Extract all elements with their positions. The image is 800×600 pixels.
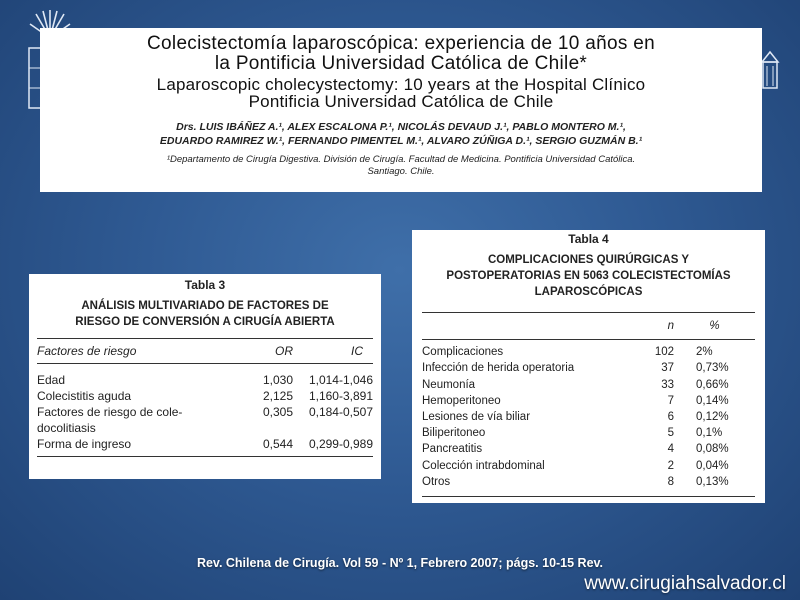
tabla-3-header-row [37, 339, 373, 363]
table-row-label: Pancreatitis [422, 443, 483, 456]
table-row-pct: 0,14% [696, 394, 729, 407]
title-es-line-1: Colecistectomía laparoscópica: experiencia de 10 años en [147, 33, 655, 54]
table-row-or: 0,305 [262, 405, 293, 419]
tabla-4-title-line-1: COMPLICACIONES QUIRÚRGICAS Y [487, 254, 690, 266]
title-en-line-1: Laparoscopic cholecystectomy: 10 years at the Hospital Clínico [156, 75, 646, 94]
tabla-4-body [422, 340, 755, 490]
tabla-3-header-factor: Factores de riesgo [37, 344, 137, 358]
table-row-factor: Colecistitis aguda [37, 389, 132, 403]
table-row-factor: Factores de riesgo de cole- [37, 405, 183, 419]
tabla-3-header-or: OR [275, 344, 293, 358]
title-es-line-2: la Pontificia Universidad Católica de Chile* [214, 53, 588, 74]
authors-line-2: EDUARDO RAMIREZ W.¹, FERNANDO PIMENTEL M.¹, ALVARO ZÚÑIGA D.¹, SERGIO GUZMÁN B.¹ [159, 135, 643, 147]
affiliation [48, 154, 754, 178]
title-en-line-2: Pontificia Universidad Católica de Chile [248, 92, 554, 111]
table-row-or: 1,030 [262, 373, 293, 387]
table-row-n: 7 [667, 394, 674, 407]
tabla-3-caption: Tabla 3 [184, 278, 226, 292]
table-row-pct: 0,08% [696, 443, 729, 456]
table-row-pct: 0,13% [696, 475, 729, 488]
table-row-n: 33 [661, 378, 674, 391]
table-row-ic: 0,184-0,507 [308, 405, 373, 419]
table-row-ic [293, 420, 373, 436]
table-row-factor: docolitiasis [37, 421, 96, 435]
tabla-4 [412, 230, 765, 503]
table-row-label: Infección de herida operatoria [422, 362, 575, 375]
tabla-3-title-line-1: ANÁLISIS MULTIVARIADO DE FACTORES DE [81, 300, 329, 312]
title-english [48, 76, 754, 110]
table-row-n: 8 [667, 475, 674, 488]
tabla-3-header-ic: IC [351, 344, 363, 358]
authors [48, 120, 754, 148]
tabla-4-title [422, 252, 755, 300]
table-row-pct: 0,1% [696, 427, 723, 440]
table-row-ic: 0,299-0,989 [308, 437, 373, 451]
table-row-n: 102 [654, 346, 674, 359]
tabla-3-title-line-2: RIESGO DE CONVERSIÓN A CIRUGÍA ABIERTA [75, 316, 335, 328]
journal-citation: Rev. Chilena de Cirugía. Vol 59 - Nº 1, Febrero 2007; págs. 10-15 Rev. [196, 556, 604, 570]
tabla-3-title [37, 298, 373, 330]
table-row-label: Lesiones de vía biliar [422, 411, 531, 424]
tabla-4-header-row [422, 313, 755, 339]
table-row-pct: 0,04% [696, 459, 729, 472]
affiliation-line-2: Santiago. Chile. [367, 166, 435, 177]
article-header [40, 28, 762, 192]
table-row-label: Colección intrabdominal [422, 459, 545, 472]
table-row-factor: Edad [37, 373, 66, 387]
table-row-pct: 0,12% [696, 411, 729, 424]
table-row-ic: 1,160-3,891 [308, 389, 373, 403]
tabla-4-header-label [422, 318, 622, 334]
tabla-4-title-line-2: POSTOPERATORIAS EN 5063 COLECISTECTOMÍAS [446, 270, 731, 282]
title-spanish [48, 34, 754, 74]
table-row-label: Complicaciones [422, 346, 504, 359]
authors-line-1: Drs. LUIS IBÁÑEZ A.¹, ALEX ESCALONA P.¹, NICOLÁS DEVAUD J.¹, PABLO MONTERO M.¹, [176, 121, 626, 133]
website-link[interactable]: www.cirugiahsalvador.cl [584, 573, 786, 594]
table-row-or [227, 420, 293, 436]
table-row-n: 6 [667, 411, 674, 424]
building-icon [760, 48, 780, 92]
table-row-or: 0,544 [262, 437, 293, 451]
table-row-label: Hemoperitoneo [422, 394, 501, 407]
tabla-4-title-line-3: LAPAROSCÓPICAS [534, 286, 643, 298]
table-row-or: 2,125 [262, 389, 293, 403]
table-row-pct: 2% [696, 346, 713, 359]
table-row-n: 37 [661, 362, 674, 375]
tabla-4-caption: Tabla 4 [568, 232, 609, 246]
tabla-3 [29, 274, 381, 479]
table-row-n: 4 [667, 443, 674, 456]
table-row-factor: Forma de ingreso [37, 437, 132, 451]
table-row-label: Biliperitoneo [422, 427, 486, 440]
table-row-pct: 0,73% [696, 362, 729, 375]
tabla-3-bottom-rule [37, 456, 373, 457]
tabla-4-header-n: n [667, 320, 674, 332]
affiliation-line-1: ¹Departamento de Cirugía Digestiva. División de Cirugía. Facultad de Medicina. Pontificia Universidad Católica. [166, 154, 636, 165]
tabla-4-header-pct: % [709, 320, 720, 332]
tabla-4-bottom-rule [422, 496, 755, 497]
table-row-pct: 0,66% [696, 378, 729, 391]
table-row-label: Otros [422, 475, 451, 488]
table-row-n: 2 [667, 459, 674, 472]
table-row-n: 5 [667, 427, 674, 440]
tabla-3-body [37, 364, 373, 452]
table-row-ic: 1,014-1,046 [308, 373, 373, 387]
table-row-label: Neumonía [422, 378, 476, 391]
